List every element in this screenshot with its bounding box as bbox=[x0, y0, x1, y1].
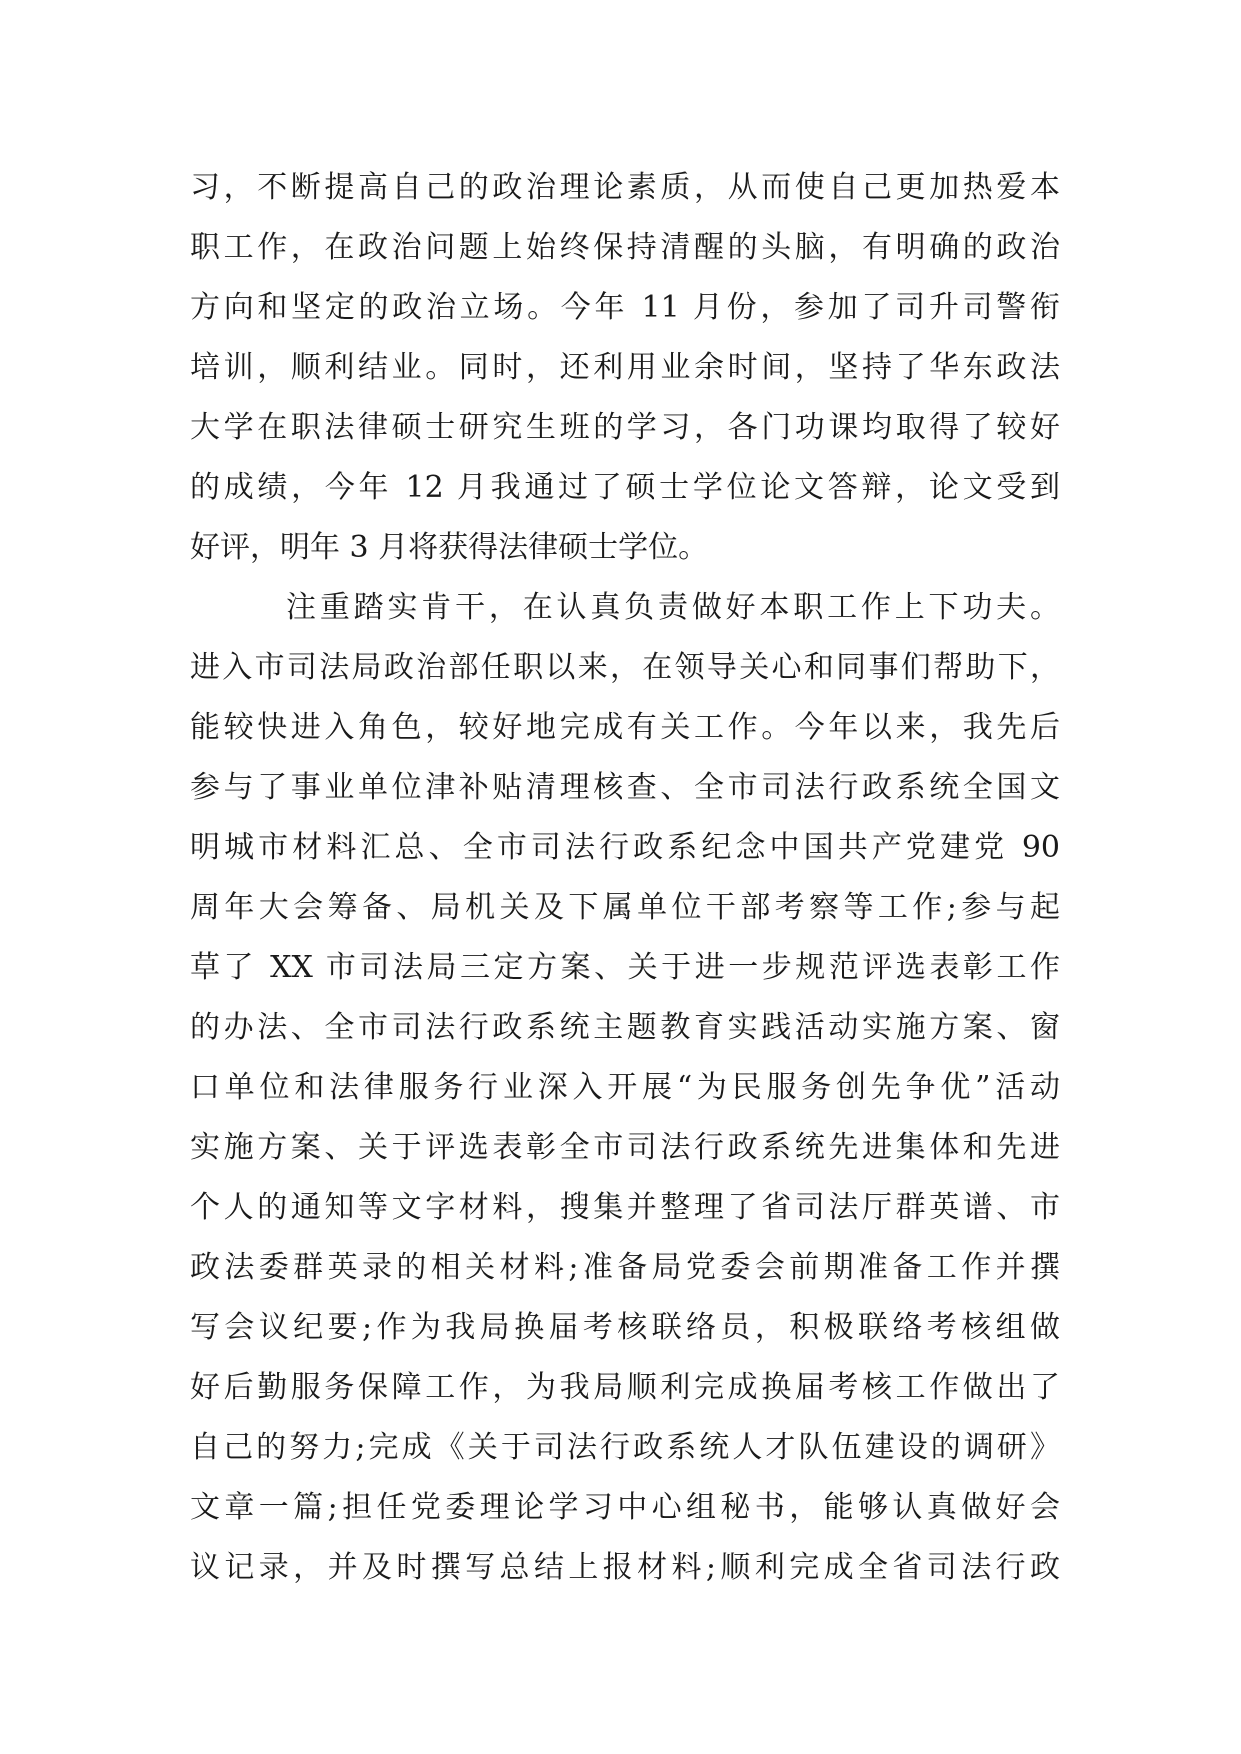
text-line: 培训，顺利结业。同时，还利用业余时间，坚持了华东政法 bbox=[190, 350, 1060, 385]
text-line: 注重踏实肯干，在认真负责做好本职工作上下功夫。 bbox=[286, 590, 1060, 625]
text-line: 议记录，并及时撰写总结上报材料;顺利完成全省司法行政 bbox=[190, 1550, 1060, 1585]
text-line: 周年大会筹备、局机关及下属单位干部考察等工作;参与起 bbox=[190, 890, 1060, 925]
paragraph-2 bbox=[190, 578, 1060, 1598]
text-line: 的办法、全市司法行政系统主题教育实践活动实施方案、窗 bbox=[190, 1010, 1060, 1045]
text-line: 习，不断提高自己的政治理论素质，从而使自己更加热爱本 bbox=[190, 170, 1060, 205]
text-line: 参与了事业单位津补贴清理核查、全市司法行政系统全国文 bbox=[190, 770, 1060, 805]
text-line: 职工作，在政治问题上始终保持清醒的头脑，有明确的政治 bbox=[190, 230, 1060, 265]
text-line: 政法委群英录的相关材料;准备局党委会前期准备工作并撰 bbox=[190, 1250, 1060, 1285]
text-line: 能较快进入角色，较好地完成有关工作。今年以来，我先后 bbox=[190, 710, 1060, 745]
text-line: 写会议纪要;作为我局换届考核联络员，积极联络考核组做 bbox=[190, 1310, 1060, 1345]
text-line: 个人的通知等文字材料，搜集并整理了省司法厅群英谱、市 bbox=[190, 1190, 1060, 1225]
text-line: 自己的努力;完成《关于司法行政系统人才队伍建设的调研》 bbox=[190, 1430, 1060, 1465]
text-line: 好评，明年 3 月将获得法律硕士学位。 bbox=[190, 530, 709, 565]
text-line: 文章一篇;担任党委理论学习中心组秘书，能够认真做好会 bbox=[190, 1490, 1060, 1525]
paragraph-1 bbox=[190, 158, 1060, 578]
text-line: 好后勤服务保障工作，为我局顺利完成换届考核工作做出了 bbox=[190, 1370, 1060, 1405]
text-line: 明城市材料汇总、全市司法行政系纪念中国共产党建党 90 bbox=[190, 830, 1060, 865]
text-line: 口单位和法律服务行业深入开展“为民服务创先争优”活动 bbox=[190, 1070, 1060, 1105]
text-line: 大学在职法律硕士研究生班的学习，各门功课均取得了较好 bbox=[190, 410, 1060, 445]
text-line: 实施方案、关于评选表彰全市司法行政系统先进集体和先进 bbox=[190, 1130, 1060, 1165]
body-text bbox=[190, 158, 1060, 1598]
text-line: 的成绩，今年 12 月我通过了硕士学位论文答辩，论文受到 bbox=[190, 470, 1060, 505]
text-line: 草了 XX 市司法局三定方案、关于进一步规范评选表彰工作 bbox=[190, 950, 1060, 985]
text-line: 进入市司法局政治部任职以来，在领导关心和同事们帮助下， bbox=[190, 650, 1060, 685]
text-line: 方向和坚定的政治立场。今年 11 月份，参加了司升司警衔 bbox=[190, 290, 1060, 325]
